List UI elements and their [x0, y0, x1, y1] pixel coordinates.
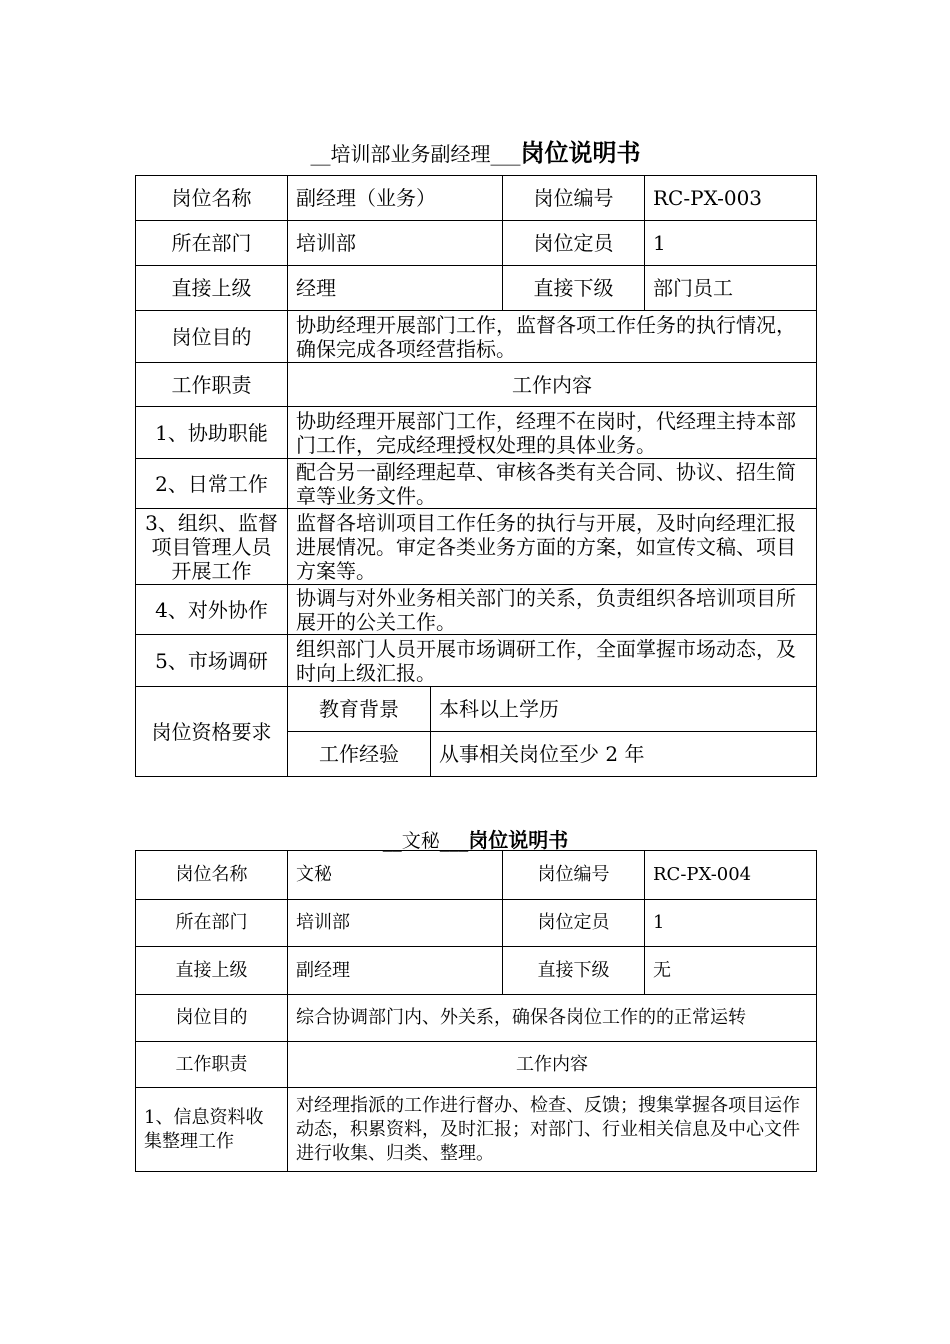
doc2-table: [135, 850, 817, 1172]
doc2-position-code-label: 岗位编号: [503, 851, 645, 900]
doc2-position-code-value: RC-PX-004: [645, 851, 817, 900]
doc1-experience-value: 从事相关岗位至少 2 年: [431, 732, 817, 777]
doc2-subordinate-label: 直接下级: [503, 947, 645, 995]
doc1-duty-name: 1、协助职能: [136, 407, 288, 459]
doc1-duties-content-label: 工作内容: [288, 363, 817, 407]
doc1-duty-text: 监督各培训项目工作任务的执行与开展，及时向经理汇报进展情况。审定各类业务方面的方案，如宣传文稿、项目方案等。: [288, 509, 817, 585]
doc1-education-label: 教育背景: [288, 687, 431, 732]
doc2-duties-label: 工作职责: [136, 1042, 288, 1088]
doc1-superior-label: 直接上级: [136, 266, 288, 311]
doc1-row-reporting: [136, 266, 817, 311]
doc1-row-purpose: [136, 311, 817, 363]
doc2-title: [135, 824, 816, 853]
doc2-duties-content-label: 工作内容: [288, 1042, 817, 1088]
doc1-row-title: [136, 176, 817, 221]
doc2-position-name-value: 文秘: [288, 851, 503, 900]
doc1-position-code-value: RC-PX-003: [645, 176, 817, 221]
doc2-department-value: 培训部: [288, 900, 503, 947]
doc1-duty-name: 2、日常工作: [136, 459, 288, 509]
doc1-duty-text: 协助经理开展部门工作，经理不在岗时，代经理主持本部门工作，完成经理授权处理的具体业务。: [288, 407, 817, 459]
table-row: [136, 635, 817, 687]
doc2-row-title: [136, 851, 817, 900]
doc1-headcount-label: 岗位定员: [503, 221, 645, 266]
doc2-row-reporting: [136, 947, 817, 995]
doc2-title-label: 岗位说明书: [468, 828, 569, 852]
doc1-qualification-label: 岗位资格要求: [136, 687, 288, 777]
doc1-duties-label: 工作职责: [136, 363, 288, 407]
table-row: [136, 459, 817, 509]
table-row: [136, 1088, 817, 1172]
doc1-duty-name: 3、组织、监督项目管理人员开展工作: [136, 509, 288, 585]
doc1-row-department: [136, 221, 817, 266]
table-row: [136, 509, 817, 585]
doc1-education-value: 本科以上学历: [431, 687, 817, 732]
doc1-purpose-text: 协助经理开展部门工作，监督各项工作任务的执行情况，确保完成各项经营指标。: [288, 311, 817, 363]
doc1-row-duties-header: [136, 363, 817, 407]
table-row: [136, 407, 817, 459]
doc1-department-value: 培训部: [288, 221, 503, 266]
doc1-duty-text: 配合另一副经理起草、审核各类有关合同、协议、招生简章等业务文件。: [288, 459, 817, 509]
doc1-experience-label: 工作经验: [288, 732, 431, 777]
doc2-duty-name: 1、信息资料收集整理工作: [136, 1088, 288, 1172]
doc2-superior-label: 直接上级: [136, 947, 288, 995]
doc1-table: [135, 175, 817, 777]
doc2-headcount-label: 岗位定员: [503, 900, 645, 947]
doc2-row-purpose: [136, 995, 817, 1042]
doc1-position-code-label: 岗位编号: [503, 176, 645, 221]
doc2-superior-value: 副经理: [288, 947, 503, 995]
doc2-row-department: [136, 900, 817, 947]
doc1-duty-name: 5、市场调研: [136, 635, 288, 687]
doc1-position-name-label: 岗位名称: [136, 176, 288, 221]
doc1-department-label: 所在部门: [136, 221, 288, 266]
doc1-duty-text: 协调与对外业务相关部门的关系，负责组织各培训项目所展开的公关工作。: [288, 585, 817, 635]
doc2-position-name-label: 岗位名称: [136, 851, 288, 900]
table-row: [136, 585, 817, 635]
doc2-purpose-label: 岗位目的: [136, 995, 288, 1042]
doc2-row-duties-header: [136, 1042, 817, 1088]
doc2-title-department: __文秘___: [382, 830, 469, 852]
doc2-subordinate-value: 无: [645, 947, 817, 995]
doc1-title-label: 岗位说明书: [520, 138, 641, 167]
doc1-subordinate-value: 部门员工: [645, 266, 817, 311]
doc1-subordinate-label: 直接下级: [503, 266, 645, 311]
doc1-purpose-label: 岗位目的: [136, 311, 288, 363]
doc1-headcount-value: 1: [645, 221, 817, 266]
doc1-duty-name: 4、对外协作: [136, 585, 288, 635]
doc2-department-label: 所在部门: [136, 900, 288, 947]
doc1-duty-text: 组织部门人员开展市场调研工作，全面掌握市场动态，及时向上级汇报。: [288, 635, 817, 687]
doc1-title: [135, 133, 816, 168]
doc2-purpose-text: 综合协调部门内、外关系，确保各岗位工作的的正常运转: [288, 995, 817, 1042]
doc1-position-name-value: 副经理（业务）: [288, 176, 503, 221]
doc1-title-department: __培训部业务副经理___: [310, 142, 521, 166]
doc2-duty-text: 对经理指派的工作进行督办、检查、反馈；搜集掌握各项目运作动态，积累资料，及时汇报；对部门、行业相关信息及中心文件进行收集、归类、整理。: [288, 1088, 817, 1172]
doc1-row-qualification-education: [136, 687, 817, 732]
doc1-superior-value: 经理: [288, 266, 503, 311]
doc2-headcount-value: 1: [645, 900, 817, 947]
